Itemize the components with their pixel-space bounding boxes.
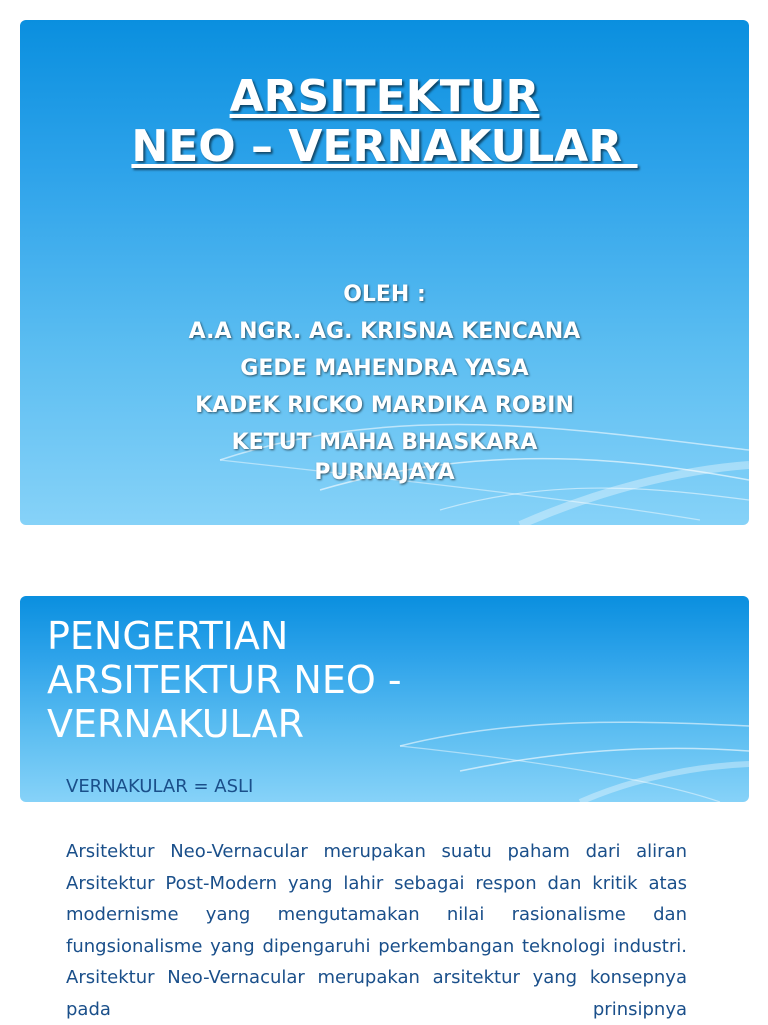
title-line-2: NEO – VERNAKULAR (131, 121, 638, 172)
title-slide (20, 20, 749, 525)
author-3: KADEK RICKO MARDIKA ROBIN (195, 393, 574, 418)
slide-title-2 (47, 614, 727, 746)
title2-line-2: ARSITEKTUR NEO - (47, 658, 402, 702)
author-4: KETUT MAHA BHASKARA PURNAJAYA (231, 430, 538, 485)
slide-subtitle: VERNAKULAR = ASLI (66, 776, 254, 797)
title2-line-3: VERNAKULAR (47, 702, 304, 746)
oleh-label: OLEH : (343, 282, 426, 307)
slide-title (20, 72, 749, 172)
author-1: A.A NGR. AG. KRISNA KENCANA (188, 319, 581, 344)
title-line-1: ARSITEKTUR (229, 71, 540, 122)
author-2: GEDE MAHENDRA YASA (240, 356, 529, 381)
body-paragraph: Arsitektur Neo-Vernacular merupakan suatu paham dari aliran Arsitektur Post-Modern yang lahir sebagai respon dan kritik atas modernisme yang mengutamakan nilai rasionalisme dan fungsionalisme yang dipengaruhi perkembangan teknologi industri. Arsitektur Neo-Vernacular merupakan arsitektur yang konsepnya pada prinsipnya (66, 841, 687, 1020)
definition-slide (20, 596, 749, 802)
title2-line-1: PENGERTIAN (47, 614, 289, 658)
author-list (20, 276, 749, 488)
